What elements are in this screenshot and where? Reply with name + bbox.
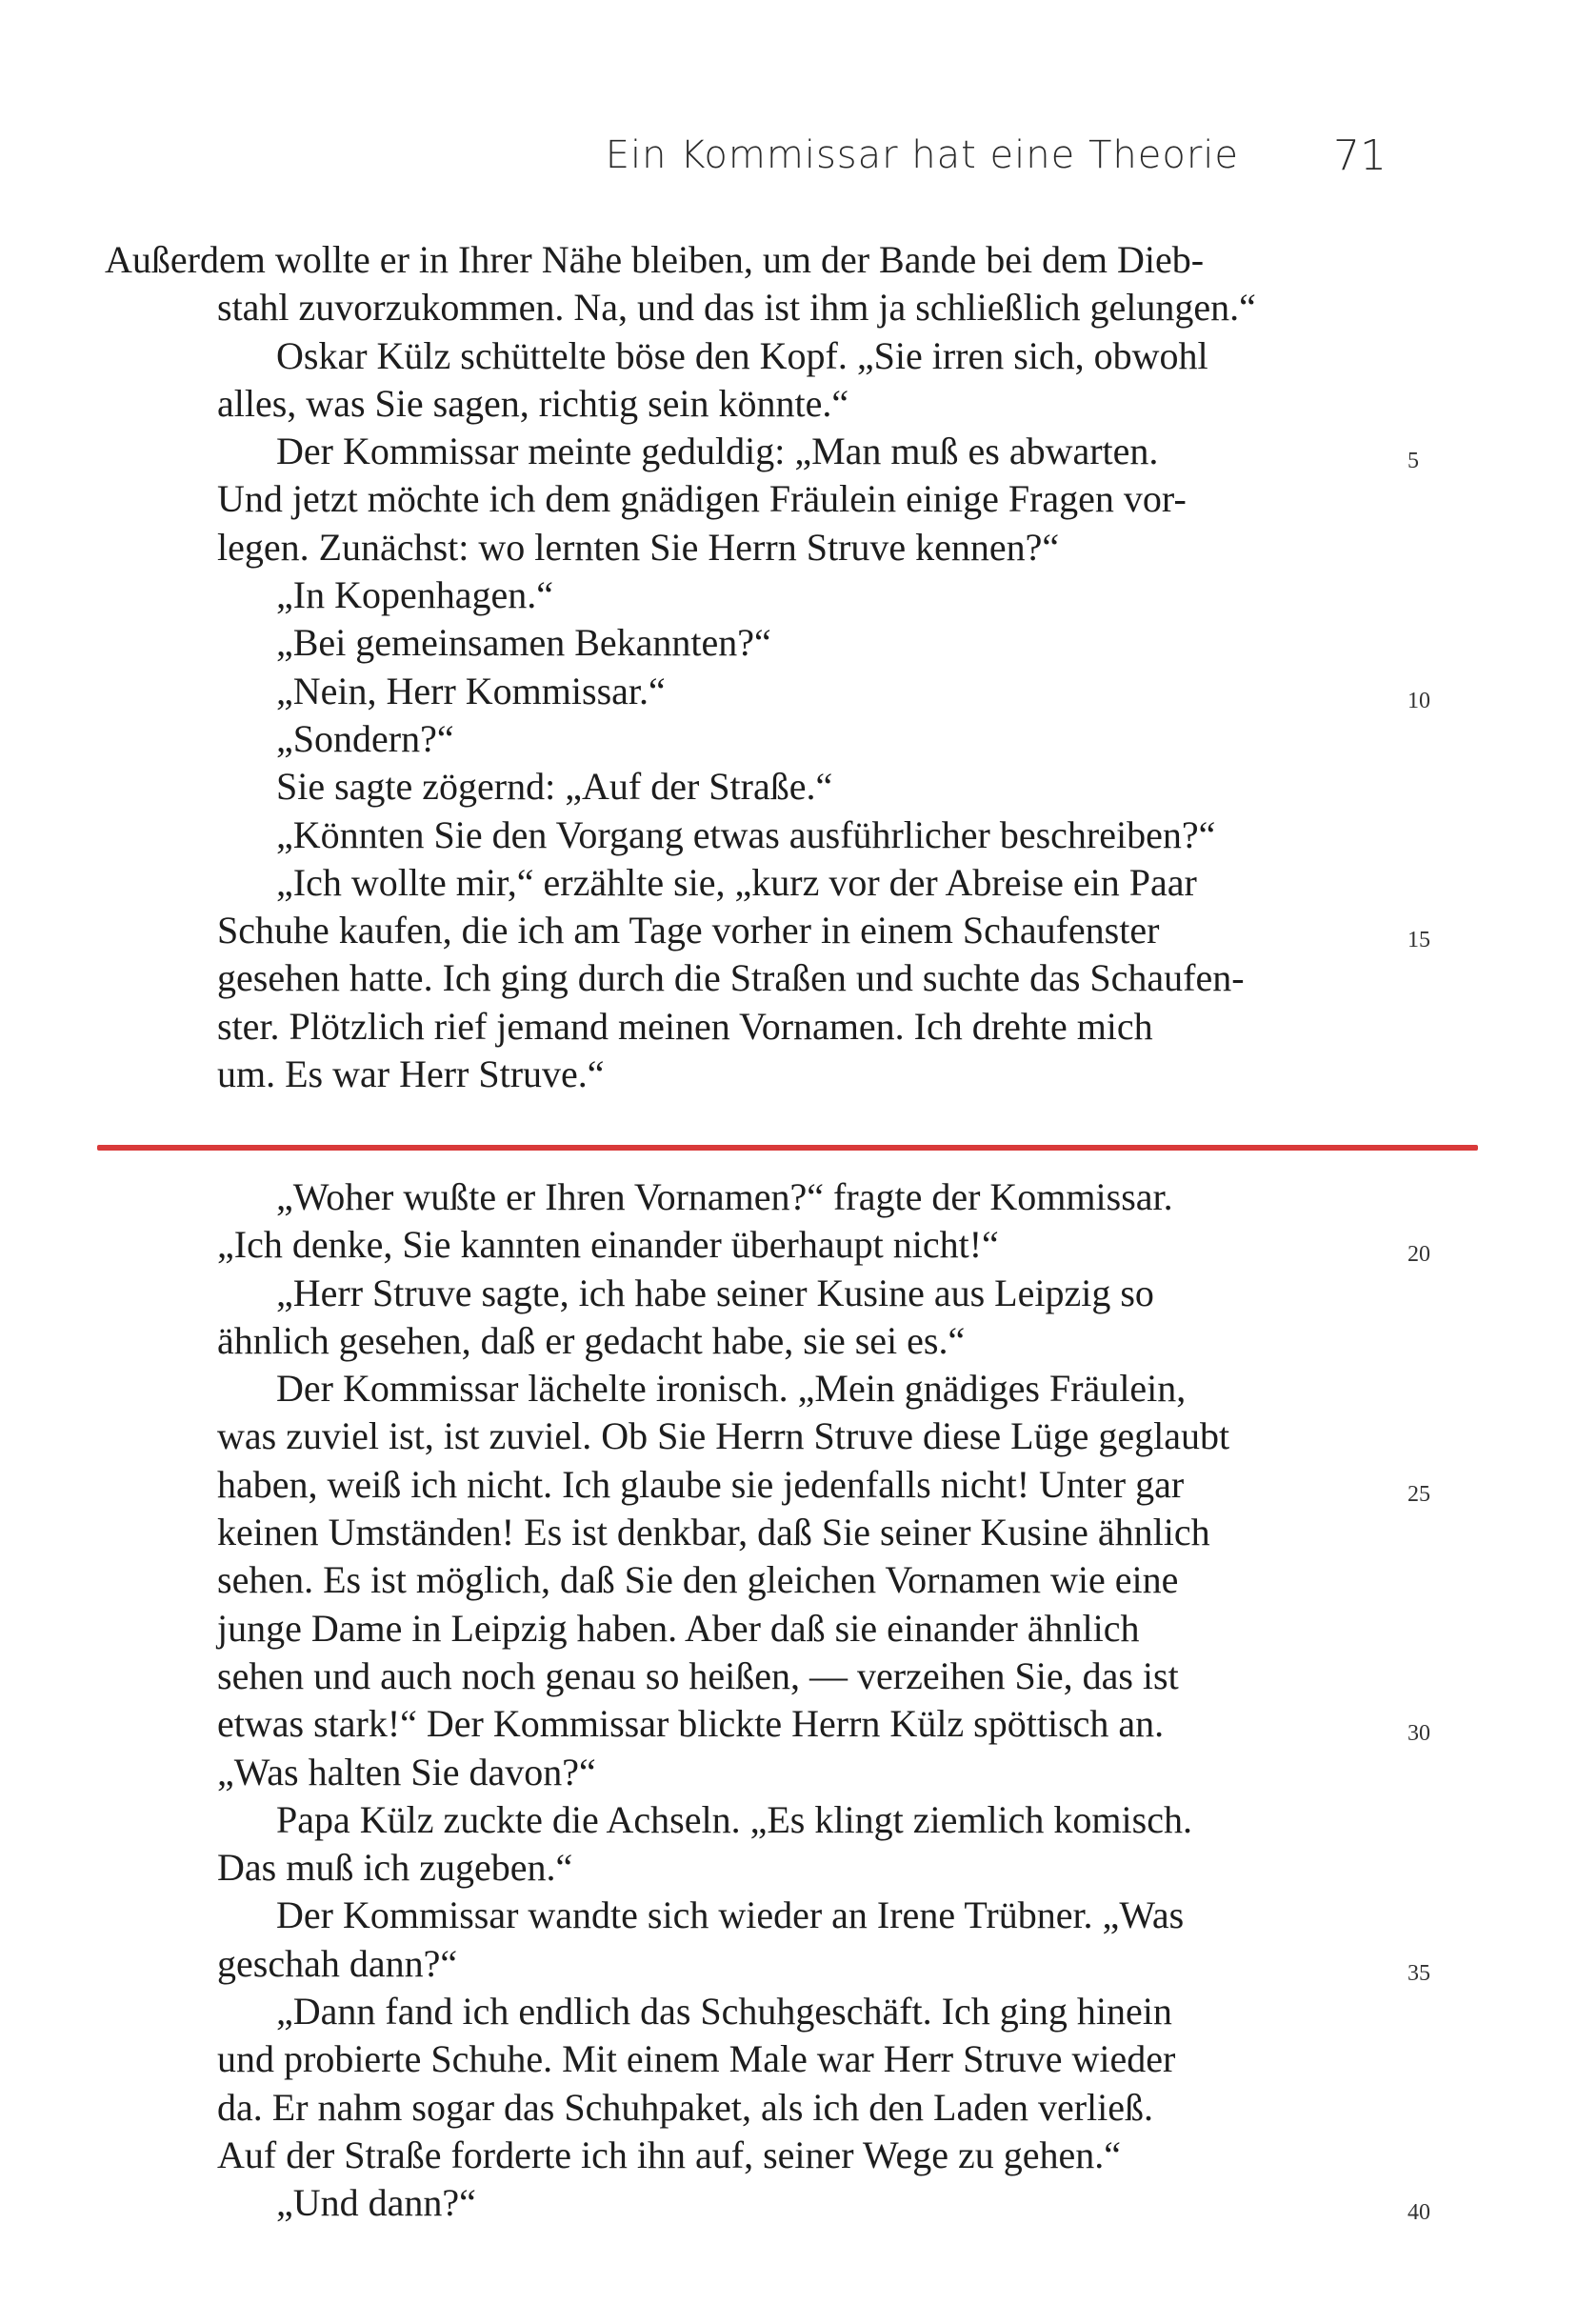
text-line xyxy=(95,1003,1390,1051)
text-line xyxy=(95,1940,1430,1988)
text-line xyxy=(95,811,1390,859)
text-line xyxy=(95,428,1419,475)
text-line xyxy=(95,1270,1390,1317)
text-line xyxy=(95,2132,1390,2179)
line-text: Der Kommissar lächelte ironisch. „Mein gnädiges Fräulein, xyxy=(276,1367,1187,1411)
line-number: 40 xyxy=(1407,2200,1430,2226)
text-line xyxy=(95,1317,1390,1365)
text-line xyxy=(95,1605,1390,1653)
line-text: Sie sagte zögernd: „Auf der Straße.“ xyxy=(276,765,833,809)
text-line xyxy=(95,2035,1390,2083)
text-line xyxy=(95,1653,1390,1700)
line-text: Auf der Straße forderte ich ihn auf, seiner Wege zu gehen.“ xyxy=(217,2133,1121,2176)
line-text: alles, was Sie sagen, richtig sein könnte.“ xyxy=(217,381,849,425)
line-number: 20 xyxy=(1407,1242,1430,1268)
text-line xyxy=(95,1412,1390,1460)
text-line xyxy=(95,1051,1390,1098)
text-line xyxy=(95,1221,1430,1269)
line-text: sehen. Es ist möglich, daß Sie den gleichen Vornamen wie eine xyxy=(217,1558,1179,1602)
line-text: was zuviel ist, ist zuviel. Ob Sie Herrn Struve diese Lüge geglaubt xyxy=(217,1414,1230,1458)
text-line xyxy=(95,524,1390,571)
red-divider-line xyxy=(97,1145,1478,1151)
text-line xyxy=(95,1509,1390,1556)
line-text: stahl zuvorzukommen. Na, und das ist ihm ja schließlich gelungen.“ xyxy=(217,286,1256,330)
line-number: 25 xyxy=(1407,1481,1430,1507)
line-text: „Ich wollte mir,“ erzählte sie, „kurz vor der Abreise ein Paar xyxy=(276,860,1197,904)
line-text: geschah dann?“ xyxy=(217,1941,458,1985)
text-line xyxy=(95,954,1390,1002)
line-text: „Ich denke, Sie kannten einander überhaupt nicht!“ xyxy=(217,1223,999,1267)
line-text: Schuhe kaufen, die ich am Tage vorher in einem Schaufenster xyxy=(217,909,1160,952)
page-number: 71 xyxy=(1333,131,1387,180)
line-text: etwas stark!“ Der Kommissar blickte Herrn Külz spöttisch an. xyxy=(217,1702,1165,1746)
line-text: Oskar Külz schüttelte böse den Kopf. „Sie irren sich, obwohl xyxy=(276,333,1208,377)
text-line xyxy=(95,1749,1390,1796)
line-text: da. Er nahm sogar das Schuhpaket, als ich den Laden verließ. xyxy=(217,2085,1154,2129)
line-text: Und jetzt möchte ich dem gnädigen Fräulein einige Fragen vor- xyxy=(217,477,1187,521)
line-text: „Und dann?“ xyxy=(276,2181,476,2225)
line-text: ster. Plötzlich rief jemand meinen Vornamen. Ich drehte mich xyxy=(217,1004,1153,1048)
line-number: 35 xyxy=(1407,1960,1430,1986)
text-line xyxy=(95,1988,1390,2035)
line-text: „Könnten Sie den Vorgang etwas ausführlicher beschreiben?“ xyxy=(276,812,1216,856)
line-text: haben, weiß ich nicht. Ich glaube sie jedenfalls nicht! Unter gar xyxy=(217,1462,1185,1506)
text-line xyxy=(95,2084,1390,2132)
line-text: „Dann fand ich endlich das Schuhgeschäft. Ich ging hinein xyxy=(276,1990,1172,2034)
line-text: sehen und auch noch genau so heißen, — verzeihen Sie, das ist xyxy=(217,1653,1179,1697)
text-line xyxy=(95,1892,1390,1939)
line-text: Das muß ich zugeben.“ xyxy=(217,1846,573,1890)
text-line xyxy=(95,619,1390,667)
line-number: 15 xyxy=(1407,928,1430,953)
text-line xyxy=(95,571,1390,619)
text-block-top xyxy=(95,236,1430,1098)
text-line xyxy=(95,332,1390,380)
line-text: ähnlich gesehen, daß er gedacht habe, sie sei es.“ xyxy=(217,1318,966,1362)
line-text: „Was halten Sie davon?“ xyxy=(217,1750,596,1793)
text-line xyxy=(95,2179,1430,2227)
line-text: gesehen hatte. Ich ging durch die Straßen und suchte das Schaufen- xyxy=(217,956,1245,1000)
text-line xyxy=(95,380,1390,428)
text-line xyxy=(95,763,1390,811)
text-line xyxy=(95,1700,1430,1748)
line-text: und probierte Schuhe. Mit einem Male war Herr Struve wieder xyxy=(217,2037,1176,2081)
text-line xyxy=(95,284,1390,331)
line-number: 5 xyxy=(1407,449,1419,474)
text-line xyxy=(95,715,1390,763)
text-line xyxy=(95,236,1390,284)
line-text: „Bei gemeinsamen Bekannten?“ xyxy=(276,621,771,665)
text-line xyxy=(95,1461,1430,1509)
line-text: Der Kommissar meinte geduldig: „Man muß es abwarten. xyxy=(276,430,1159,473)
running-title: Ein Kommissar hat eine Theorie xyxy=(605,133,1239,177)
line-text: um. Es war Herr Struve.“ xyxy=(217,1052,605,1096)
text-line xyxy=(95,1796,1390,1844)
text-line xyxy=(95,668,1430,715)
text-line xyxy=(95,1173,1390,1221)
line-text: Außerdem wollte er in Ihrer Nähe bleiben, um der Bande bei dem Dieb- xyxy=(105,238,1205,281)
line-text: Der Kommissar wandte sich wieder an Irene Trübner. „Was xyxy=(276,1893,1185,1937)
line-text: Papa Külz zuckte die Achseln. „Es klingt ziemlich komisch. xyxy=(276,1797,1192,1841)
line-text: „Woher wußte er Ihren Vornamen?“ fragte der Kommissar. xyxy=(276,1175,1173,1218)
line-number: 30 xyxy=(1407,1721,1430,1747)
text-line xyxy=(95,907,1430,954)
line-text: junge Dame in Leipzig haben. Aber daß sie einander ähnlich xyxy=(217,1606,1140,1650)
line-text: keinen Umständen! Es ist denkbar, daß Sie seiner Kusine ähnlich xyxy=(217,1511,1210,1554)
text-line xyxy=(95,1365,1390,1412)
text-line xyxy=(95,859,1390,907)
page-header xyxy=(0,133,1577,190)
line-text: „In Kopenhagen.“ xyxy=(276,573,553,617)
line-text: legen. Zunächst: wo lernten Sie Herrn Struve kennen?“ xyxy=(217,525,1060,569)
text-line xyxy=(95,1556,1390,1604)
text-block-bottom xyxy=(95,1173,1430,2228)
line-text: „Sondern?“ xyxy=(276,716,454,760)
line-text: „Herr Struve sagte, ich habe seiner Kusine aus Leipzig so xyxy=(276,1271,1154,1314)
line-number: 10 xyxy=(1407,688,1430,713)
text-line xyxy=(95,1844,1390,1892)
line-text: „Nein, Herr Kommissar.“ xyxy=(276,669,666,712)
text-line xyxy=(95,475,1390,523)
